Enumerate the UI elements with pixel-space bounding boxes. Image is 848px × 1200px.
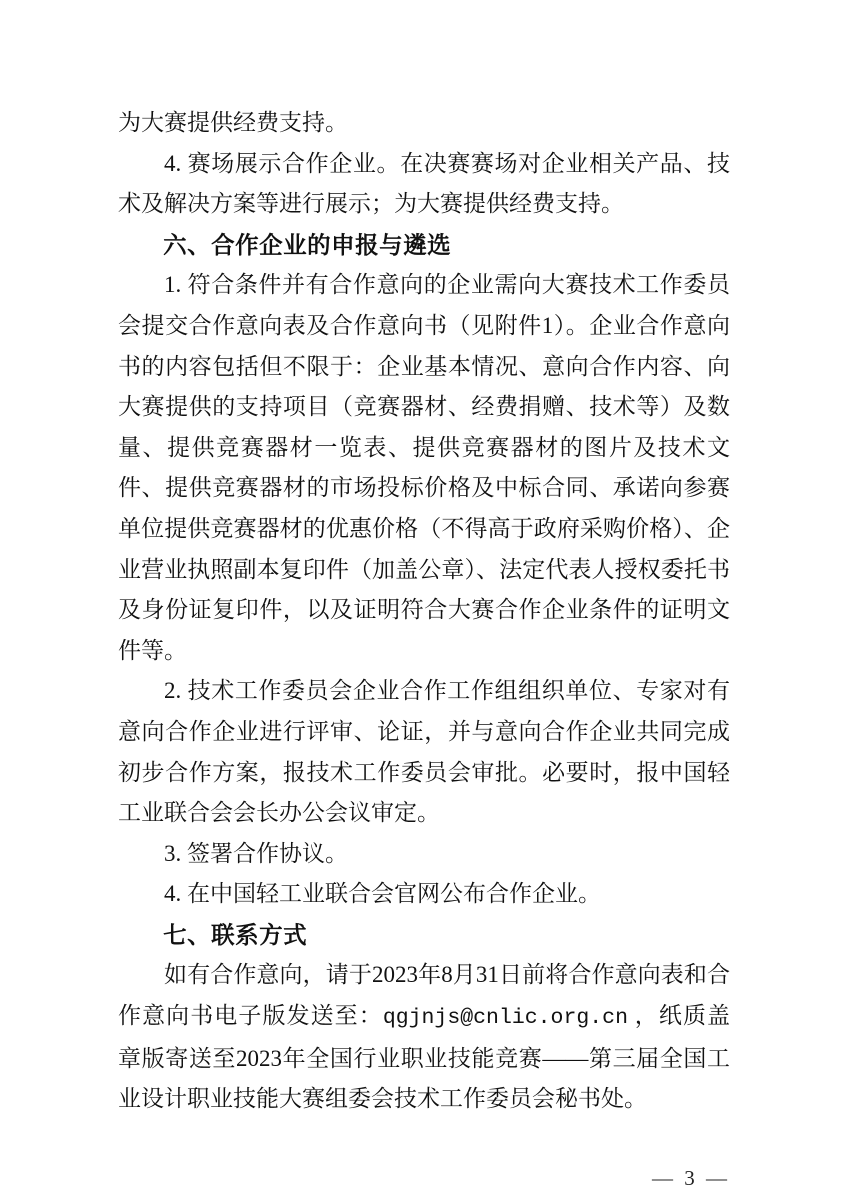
contact-text-before-email: 如有合作意向，请于2023年8月31日前将合作意向表和合作意向书电子版发送至： [118,962,730,1029]
paragraph-selection-step3: 3. 签署合作协议。 [164,840,348,866]
page-number: — 3 — [652,1165,730,1190]
paragraph-contact-info [118,955,730,1119]
paragraph-selection-step1: 1. 符合条件并有合作意向的企业需向大赛技术工作委员会提交合作意向表及合作意向书（见附件1）。企业合作意向书的内容包括但不限于：企业基本情况、意向合作内容、向大赛提供的支持项目（竞赛器材、经费捐赠、技术等）及数量、提供竞赛器材一览表、提供竞赛器材的图片及技术文件、提供竞赛器材的市场投标价格及中标合同、承诺向参赛单位提供竞赛器材的优惠价格（不得高于政府采购价格）、企业营业执照副本复印件（加盖公章）、法定代表人授权委托书及身份证复印件，以及证明符合大赛合作企业条件的证明文件等。 [118,272,730,663]
section-heading-seven-contact: 七、联系方式 [163,921,308,948]
paragraph-selection-step2: 2. 技术工作委员会企业合作工作组组织单位、专家对有意向合作企业进行评审、论证，并与意向合作企业共同完成初步合作方案，报技术工作委员会审批。必要时，报中国轻工业联合会会长办公会议审定。 [118,678,730,826]
contact-text-after-email: ，纸质盖章版寄送至2023年全国行业职业技能竞赛——第三届全国工业设计职业技能大赛组委会技术工作委员会秘书处。 [118,1003,731,1112]
paragraph-funding-support-continuation: 为大赛提供经费支持。 [118,110,348,135]
paragraph-item4-venue-display: 4. 赛场展示合作企业。在决赛赛场对企业相关产品、技术及解决方案等进行展示；为大赛提供经费支持。 [118,150,730,217]
document-body [118,103,730,1120]
paragraph-selection-step4: 4. 在中国轻工业联合会官网公布合作企业。 [164,881,601,907]
email-address: qgjnjs@cnlic.org.cn [382,1006,628,1031]
page-footer [118,1158,730,1198]
section-heading-six-application-selection: 六、合作企业的申报与遴选 [163,231,452,258]
